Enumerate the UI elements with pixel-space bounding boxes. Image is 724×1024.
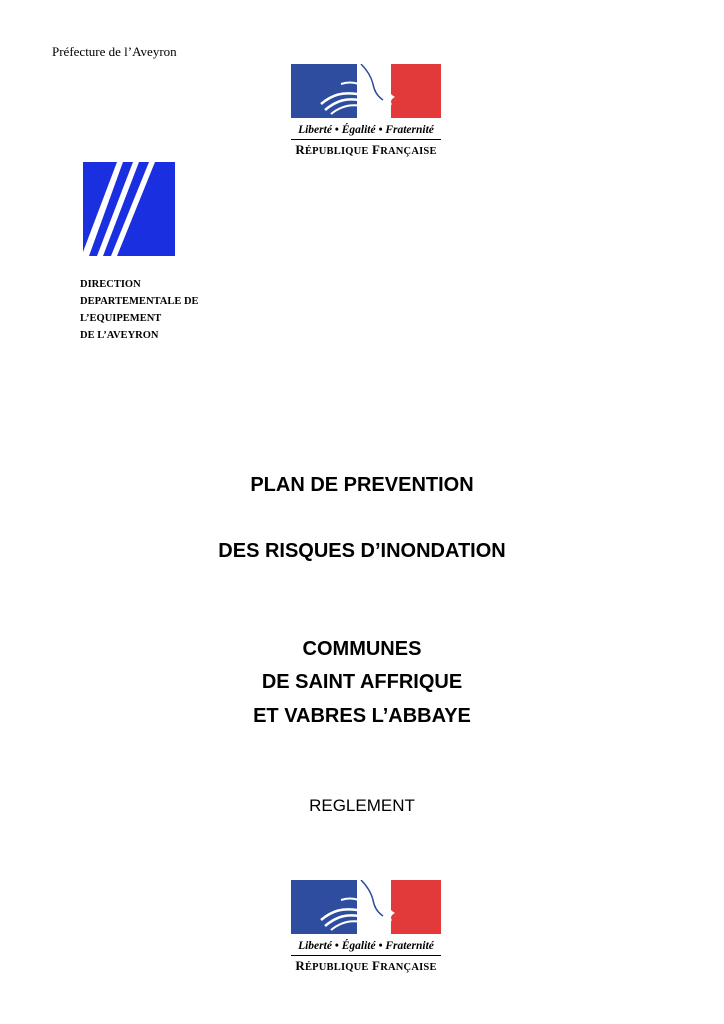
republique-francaise-wordmark [289,958,443,974]
title-line-5: ET VABRES L’ABBAYE [253,705,471,727]
dde-line-4: DE L’AVEYRON [80,330,159,341]
wordmark-francaise: RANÇAISE [380,962,437,973]
wordmark-initial-r: R [295,958,305,973]
wordmark-republique: ÉPUBLIQUE [304,962,369,973]
republique-motto: Liberté • Égalité • Fraternité [298,940,434,952]
dde-line-2: DEPARTEMENTALE DE [80,296,199,307]
dde-name [80,276,199,344]
title-line-2: DES RISQUES D’INONDATION [218,540,506,562]
republique-francaise-wordmark [289,142,443,158]
wordmark-republique: ÉPUBLIQUE [304,146,369,157]
title-line-3: COMMUNES [302,638,422,660]
prefecture-label: Préfecture de l’Aveyron [52,44,177,59]
republique-motto: Liberté • Égalité • Fraternité [298,124,434,136]
dde-logo-icon [83,162,175,256]
wordmark-initial-r: R [295,142,305,157]
title-line-4: DE SAINT AFFRIQUE [261,671,463,693]
republique-francaise-logo-bottom [289,880,443,974]
document-subtitle: REGLEMENT [309,796,415,815]
wordmark-initial-f: F [372,142,381,157]
republique-francaise-logo-top [289,64,443,158]
marianne-flag-icon [291,64,441,118]
dde-line-3: L’EQUIPEMENT [80,313,162,324]
title-line-1: PLAN DE PREVENTION [250,474,474,496]
wordmark-francaise: RANÇAISE [380,146,437,157]
logo-divider [291,139,441,140]
dde-line-1: DIRECTION [80,279,141,290]
wordmark-initial-f: F [372,958,381,973]
marianne-flag-icon [291,880,441,934]
logo-divider [291,955,441,956]
